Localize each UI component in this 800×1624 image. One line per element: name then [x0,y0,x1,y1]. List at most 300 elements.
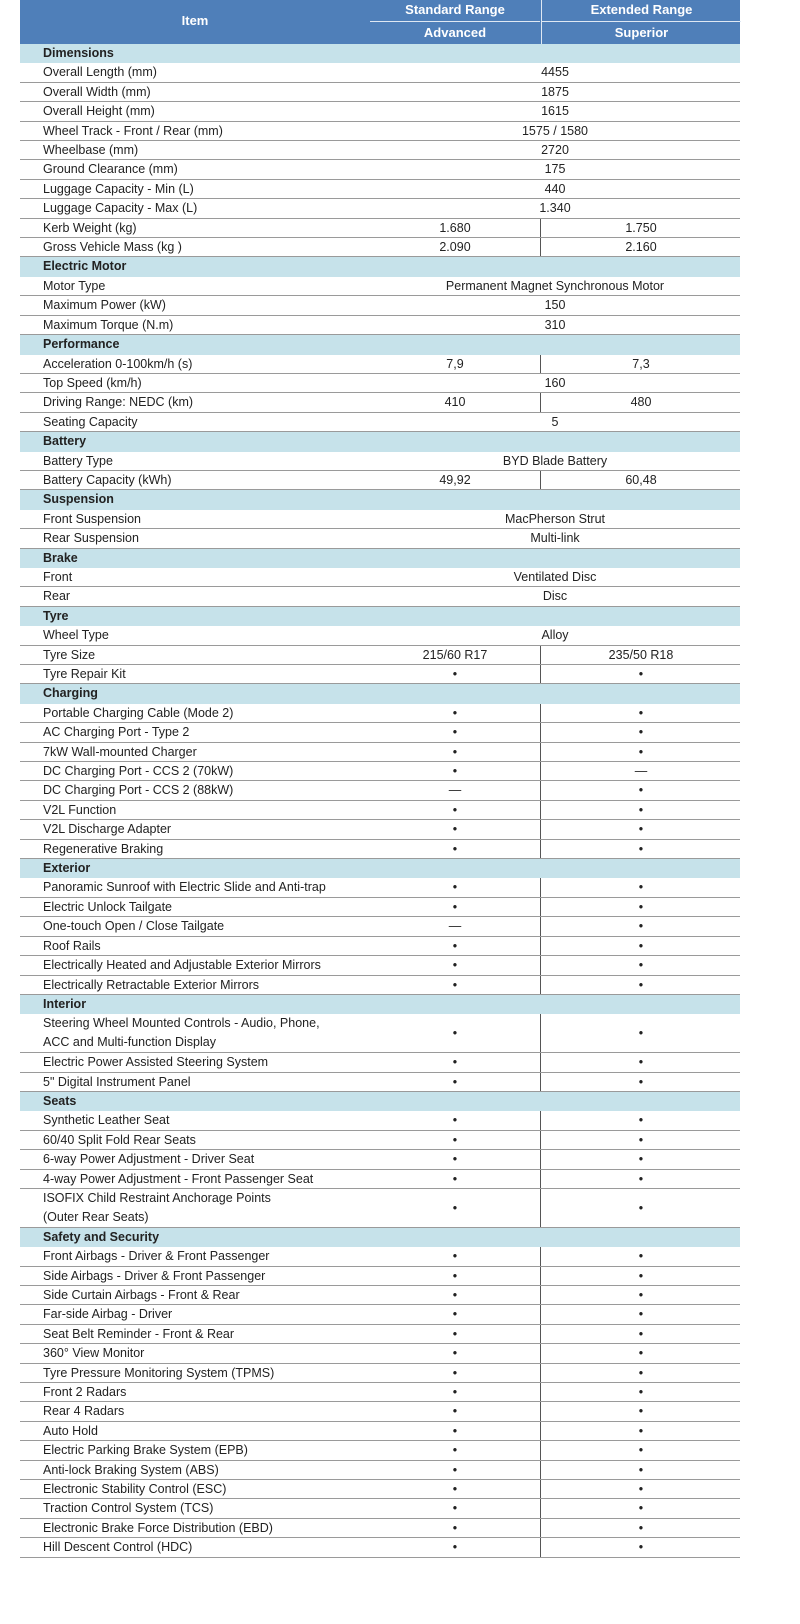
value-advanced: 215/60 R17 [422,647,488,662]
row-label-line: 5" Digital Instrument Panel [43,1074,191,1089]
row-label [43,1364,274,1383]
row-label [43,393,193,412]
section-header [20,549,740,568]
row-label-line: V2L Discharge Adapter [43,822,172,837]
row-label [43,937,101,956]
value-advanced: • [452,1268,458,1283]
row-label [43,1170,313,1189]
table-row [20,917,740,936]
section-header [20,432,740,451]
value-advanced: • [452,1540,458,1555]
section-title: Performance [43,337,120,352]
table-row [20,529,740,548]
row-label [43,840,163,859]
table-row [20,1305,740,1324]
value-all: 4455 [541,65,569,80]
row-label [43,238,182,257]
table-row [20,1111,740,1130]
value-advanced: • [452,1249,458,1264]
value-superior: • [540,801,741,819]
row-label [43,510,141,529]
value-superior: • [540,878,741,896]
section-header [20,995,740,1014]
row-label-line: Auto Hold [43,1423,98,1438]
row-label [43,1402,124,1421]
row-label [43,141,138,160]
value-advanced: • [452,667,458,681]
value-superior: • [540,1325,741,1343]
table-row [20,976,740,995]
header-advanced: Advanced [423,25,487,40]
section-title: Exterior [43,861,91,876]
value-advanced: • [452,1520,458,1535]
row-label [43,1325,234,1344]
row-label [43,374,142,393]
table-row [20,898,740,917]
table-row [20,1286,740,1305]
table-row [20,1402,740,1421]
section-header [20,335,740,354]
table-row [20,471,740,490]
value-all: 1875 [541,84,569,99]
value-superior: • [540,1286,741,1304]
table-row [20,238,740,257]
section-header [20,257,740,276]
table-row [20,316,740,335]
row-label-line: ACC and Multi-function Display [43,1035,216,1050]
table-row [20,723,740,742]
row-label [43,723,189,742]
table-row [20,704,740,723]
row-label-line: Side Airbags - Driver & Front Passenger [43,1268,266,1283]
value-advanced: • [452,1462,458,1477]
table-row [20,626,740,645]
value-advanced: • [452,1326,458,1341]
section-title: Battery [43,434,87,449]
value-advanced: • [452,1288,458,1302]
value-superior: 60,48 [540,471,741,489]
row-label [43,1053,268,1072]
value-superior: • [540,1461,741,1479]
row-label-line: Electrically Retractable Exterior Mirrors [43,977,260,992]
section-title: Brake [43,550,78,565]
table-row [20,781,740,800]
value-advanced: — [448,783,462,798]
row-label [43,452,113,471]
value-superior: • [540,1422,741,1440]
row-label-line: Overall Width (mm) [43,84,151,99]
value-superior: 480 [540,393,741,411]
value-superior: • [540,937,741,955]
table-row [20,1189,740,1228]
value-superior: • [540,1131,741,1149]
row-label [43,976,259,995]
spec-table [20,0,740,1558]
value-superior: • [540,1014,741,1052]
row-label-line: 4-way Power Adjustment - Front Passenger Seat [43,1171,314,1186]
value-all: 440 [544,181,566,196]
row-label [43,413,138,432]
table-row [20,568,740,587]
row-label-line: 6-way Power Adjustment - Driver Seat [43,1152,255,1167]
row-label-line: Driving Range: NEDC (km) [43,395,194,410]
row-label-line: Steering Wheel Mounted Controls - Audio, Phone, [43,1016,320,1031]
table-row [20,1053,740,1072]
section-header [20,1092,740,1111]
table-row [20,1170,740,1189]
value-advanced: • [452,764,458,779]
row-label-line: Front [43,569,73,584]
row-label [43,1383,126,1402]
row-label-line: Traction Control System (TCS) [43,1501,214,1516]
row-label-line: Regenerative Braking [43,841,164,856]
table-row [20,1073,740,1092]
value-all: 1.340 [539,201,571,216]
table-body [20,44,740,1558]
row-label-line: Tyre Pressure Monitoring System (TPMS) [43,1365,275,1380]
value-all: 5 [551,414,559,429]
section-header [20,490,740,509]
value-advanced: • [452,1113,458,1128]
row-label [43,878,326,897]
section-header [20,607,740,626]
row-label-line: 60/40 Split Fold Rear Seats [43,1132,196,1147]
section-title: Safety and Security [43,1229,160,1244]
value-advanced: • [452,899,458,914]
value-advanced: 410 [444,395,466,410]
table-row [20,160,740,179]
table-row [20,510,740,529]
row-label [43,1499,213,1518]
row-label-line: Rear Suspension [43,531,139,546]
row-label [43,1267,265,1286]
row-label-line: Overall Height (mm) [43,104,155,119]
value-superior: 235/50 R18 [540,646,741,664]
table-row [20,801,740,820]
row-label-line: Front Airbags - Driver & Front Passenger [43,1249,270,1264]
row-label-line: Portable Charging Cable (Mode 2) [43,705,234,720]
header-standard-range: Standard Range [370,0,540,22]
row-label [43,83,151,102]
value-advanced: 49,92 [439,472,471,487]
value-superior: • [540,1170,741,1188]
row-label [43,1441,248,1460]
row-label-line: Electronic Brake Force Distribution (EBD) [43,1520,273,1535]
table-row [20,393,740,412]
row-label-line: Tyre Repair Kit [43,667,126,681]
row-label-line: Panoramic Sunroof with Electric Slide and Anti-trap [43,880,326,895]
row-label-line: Ground Clearance (mm) [43,162,178,177]
table-row [20,820,740,839]
row-label [43,1131,196,1150]
row-label-line: 7kW Wall-mounted Charger [43,744,197,759]
row-label [43,956,321,975]
value-superior: • [540,840,741,858]
row-label-line: DC Charging Port - CCS 2 (70kW) [43,764,234,779]
value-advanced: • [452,1501,458,1516]
row-label [43,1014,320,1052]
row-label-line: Electronic Stability Control (ESC) [43,1482,227,1497]
row-label [43,665,126,684]
row-label [43,219,137,238]
value-advanced: • [452,1307,458,1322]
row-label-line: Electric Unlock Tailgate [43,899,172,914]
row-label-line: Side Curtain Airbags - Front & Rear [43,1288,240,1302]
table-row [20,646,740,665]
value-superior: 7,3 [540,355,741,373]
value-superior: 1.750 [540,219,741,237]
value-advanced: 7,9 [446,356,464,371]
value-advanced: • [452,1482,458,1497]
value-all: 1575 / 1580 [521,123,589,138]
section-title: Electric Motor [43,259,127,274]
row-label [43,122,223,141]
header-extended-range: Extended Range [541,0,741,22]
section-title: Seats [43,1093,77,1108]
row-label [43,355,192,374]
value-superior: • [540,1189,741,1227]
table-row [20,840,740,859]
row-label [43,1480,226,1499]
header-superior: Superior [541,22,741,44]
value-superior: • [540,956,741,974]
value-advanced: • [452,958,458,973]
table-row [20,199,740,218]
row-label-line: Gross Vehicle Mass (kg ) [43,240,182,255]
row-label [43,646,95,665]
row-label-line: Wheel Track - Front / Rear (mm) [43,123,223,138]
row-label-line: Hill Descent Control (HDC) [43,1540,193,1555]
value-all: 310 [544,317,566,332]
row-label [43,781,233,800]
row-label-line: Electrically Heated and Adjustable Exterior Mirrors [43,958,321,973]
row-label [43,529,139,548]
value-advanced: • [452,977,458,992]
value-advanced: • [452,1055,458,1070]
table-row [20,355,740,374]
section-title: Dimensions [43,46,114,60]
row-label [43,160,178,179]
value-all: Alloy [541,628,569,643]
row-label [43,1150,254,1169]
value-superior: 2.160 [540,238,741,256]
section-header [20,684,740,703]
row-label [43,1422,98,1441]
section-title: Charging [43,686,98,701]
table-row [20,1441,740,1460]
table-row [20,141,740,160]
section-title: Interior [43,996,87,1011]
table-row [20,1480,740,1499]
row-label-line: Maximum Power (kW) [43,298,166,313]
row-label-line: Luggage Capacity - Max (L) [43,201,198,216]
value-all: 1615 [541,104,569,119]
table-row [20,102,740,121]
value-advanced: • [452,1132,458,1147]
table-row [20,1247,740,1266]
value-superior: • [540,1383,741,1401]
row-label-line: Far-side Airbag - Driver [43,1307,173,1322]
value-all: Permanent Magnet Synchronous Motor [445,278,665,293]
row-label [43,1286,240,1305]
value-advanced: • [452,841,458,856]
value-advanced: • [452,705,458,720]
table-row [20,277,740,296]
value-superior: • [540,1305,741,1323]
value-advanced: • [452,1404,458,1419]
table-row [20,1538,740,1557]
row-label [43,801,116,820]
value-superior: • [540,917,741,935]
value-superior: • [540,704,741,722]
row-label-line: Kerb Weight (kg) [43,220,137,235]
row-label [43,917,224,936]
table-row [20,219,740,238]
row-label [43,471,172,490]
row-label [43,316,173,335]
row-label [43,180,194,199]
value-superior: • [540,1519,741,1537]
row-label-line: Synthetic Leather Seat [43,1113,170,1128]
value-superior: • [540,898,741,916]
row-label-line: Maximum Torque (N.m) [43,317,174,332]
value-all: 2720 [541,143,569,158]
value-advanced: • [452,1346,458,1361]
row-label-line: 360° View Monitor [43,1346,145,1361]
value-advanced: • [452,1074,458,1089]
row-label-line: Rear 4 Radars [43,1404,125,1419]
value-advanced: — [448,919,462,934]
row-label [43,1305,172,1324]
value-superior: — [540,762,741,780]
table-row [20,937,740,956]
row-label-line: Wheelbase (mm) [43,143,139,158]
value-superior: • [540,723,741,741]
table-row [20,665,740,684]
value-all: Disc [542,589,568,604]
row-label [43,1247,269,1266]
row-label-line: Luggage Capacity - Min (L) [43,181,194,196]
value-all: 175 [544,162,566,177]
value-all: 160 [544,375,566,390]
value-superior: • [540,1538,741,1556]
value-advanced: • [452,1171,458,1186]
table-row [20,1267,740,1286]
row-label-line: Electric Power Assisted Steering System [43,1055,269,1070]
table-row [20,83,740,102]
value-advanced: • [452,1152,458,1167]
row-label-line: ISOFIX Child Restraint Anchorage Points [43,1190,271,1205]
value-advanced: • [452,938,458,953]
table-row [20,1014,740,1053]
row-label-line: Top Speed (km/h) [43,375,142,390]
table-header [20,0,740,44]
value-superior: • [540,1480,741,1498]
table-row [20,296,740,315]
value-all: 150 [544,298,566,313]
table-row [20,956,740,975]
row-label-line: Acceleration 0-100km/h (s) [43,356,193,371]
value-superior: • [540,976,741,994]
row-label-line: Wheel Type [43,628,109,643]
value-advanced: • [452,1365,458,1380]
row-label [43,704,233,723]
row-label-line: V2L Function [43,802,117,817]
row-label-line: Battery Capacity (kWh) [43,472,172,487]
value-advanced: • [452,822,458,837]
value-all: Multi-link [530,531,580,546]
value-all: BYD Blade Battery [502,453,608,468]
table-row [20,1364,740,1383]
table-row [20,1325,740,1344]
row-label-line: Motor Type [43,278,106,293]
value-superior: • [540,1111,741,1129]
table-row [20,452,740,471]
value-superior: • [540,1364,741,1382]
table-row [20,1422,740,1441]
value-superior: • [540,1267,741,1285]
row-label [43,63,157,82]
value-advanced: • [452,802,458,817]
row-label [43,199,197,218]
row-label [43,820,171,839]
table-row [20,1131,740,1150]
value-superior: • [540,743,741,761]
value-advanced: • [452,1385,458,1400]
row-label-line: (Outer Rear Seats) [43,1209,149,1224]
value-superior: • [540,820,741,838]
row-label-line: Roof Rails [43,938,101,953]
table-row [20,1499,740,1518]
row-label [43,1344,144,1363]
value-superior: • [540,1402,741,1420]
table-row [20,1383,740,1402]
table-row [20,743,740,762]
row-label-line: Seat Belt Reminder - Front & Rear [43,1326,235,1341]
row-label [43,898,172,917]
table-row [20,413,740,432]
row-label [43,277,105,296]
table-row [20,180,740,199]
row-label-line: DC Charging Port - CCS 2 (88kW) [43,783,234,798]
header-item: Item [181,13,209,28]
row-label-line: Overall Length (mm) [43,65,157,80]
table-row [20,1344,740,1363]
table-row [20,63,740,82]
value-advanced: 2.090 [439,240,471,255]
table-row [20,1519,740,1538]
value-superior: • [540,665,741,683]
section-header [20,859,740,878]
value-superior: • [540,1499,741,1517]
value-superior: • [540,1344,741,1362]
value-advanced: • [452,880,458,895]
value-advanced: • [452,744,458,759]
value-advanced: • [452,1200,458,1215]
table-row [20,762,740,781]
row-label [43,1111,169,1130]
section-title: Tyre [43,608,69,623]
value-advanced: • [452,1026,458,1041]
value-superior: • [540,1150,741,1168]
row-label [43,626,109,645]
value-all: MacPherson Strut [504,511,606,526]
row-label [43,102,155,121]
row-label [43,1461,219,1480]
row-label-line: Rear [43,589,71,604]
row-label-line: Front Suspension [43,511,141,526]
value-superior: • [540,1073,741,1091]
